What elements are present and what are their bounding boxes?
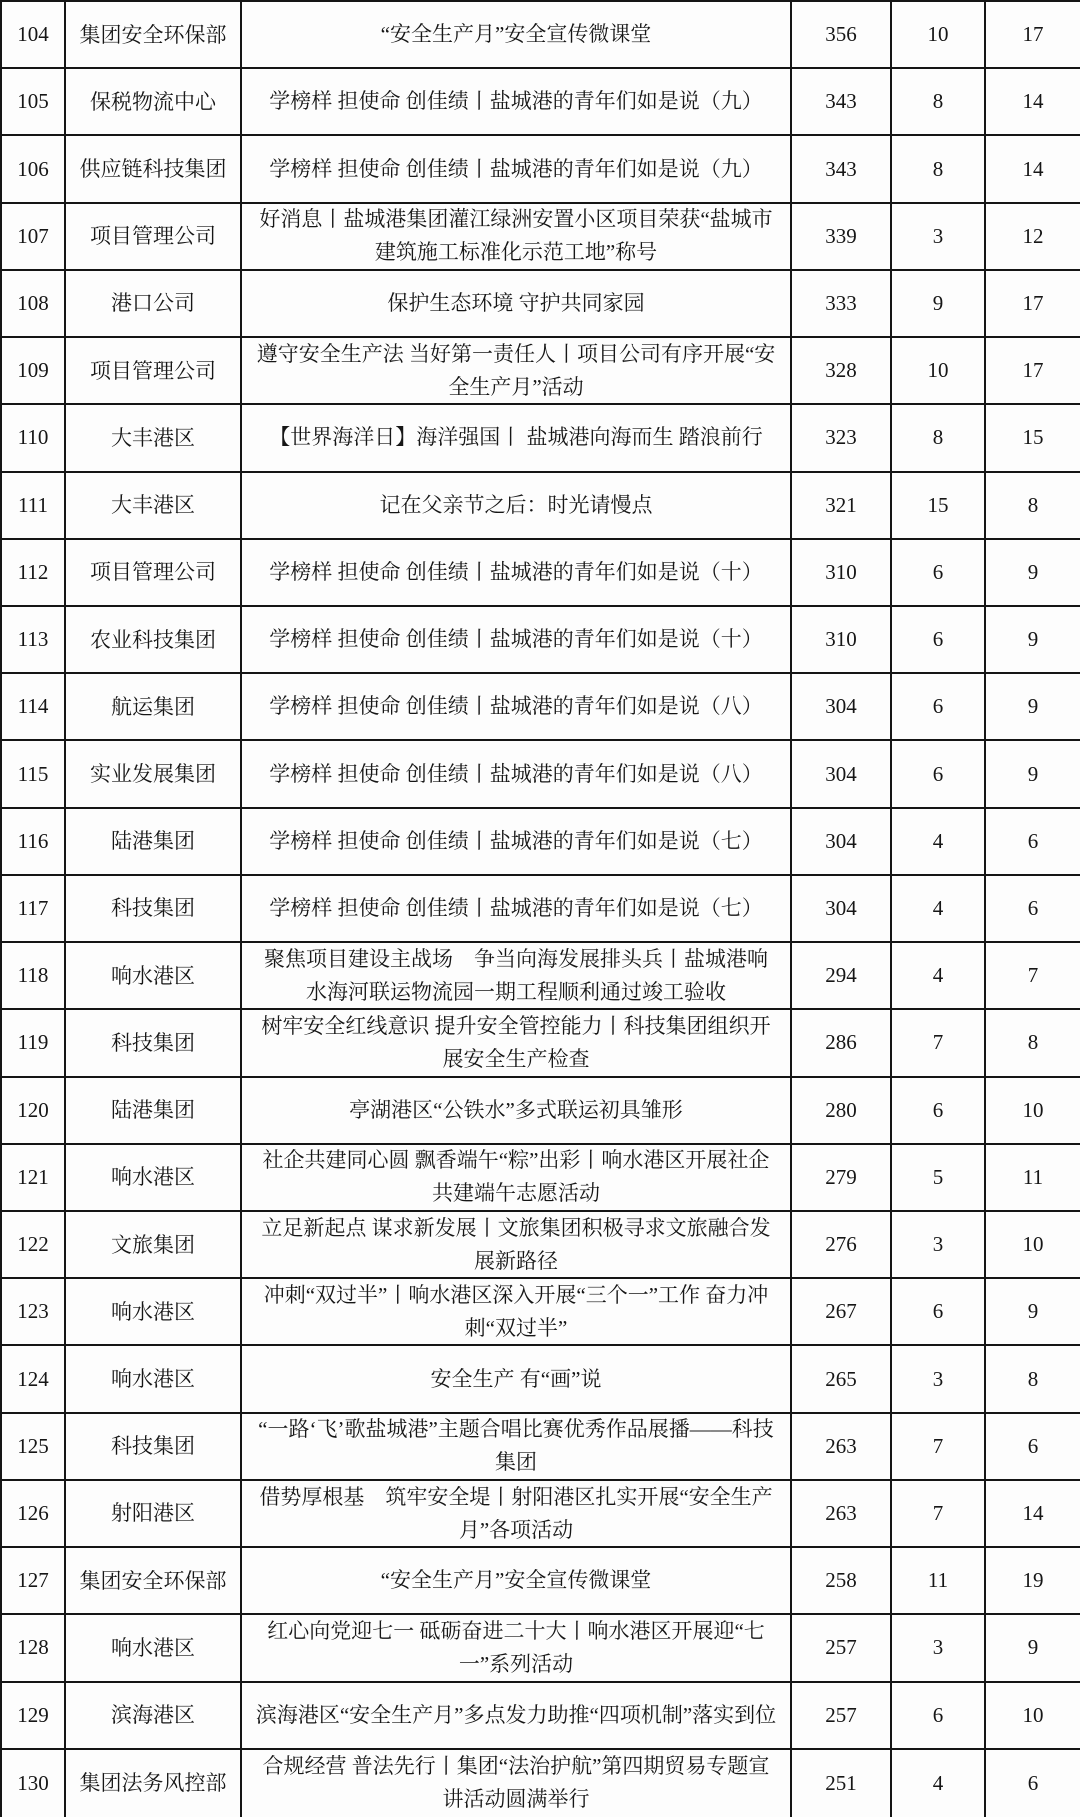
row-number-cell: 124	[2, 1346, 66, 1411]
row-number-cell: 104	[2, 2, 66, 67]
metric-3-cell: 14	[1022, 89, 1044, 114]
row-number-cell: 122	[2, 1212, 66, 1277]
article-title-cell: 立足新起点 谋求新发展丨文旅集团积极寻求文旅融合发展新路径	[242, 1212, 792, 1277]
metric-1-cell: 333	[792, 271, 892, 336]
row-number-cell: 105	[2, 69, 66, 134]
metric-2-cell: 6	[892, 540, 986, 605]
article-title-cell: 聚焦项目建设主战场 争当向海发展排头兵丨盐城港响水海河联运物流园一期工程顺利通过竣工验收	[242, 943, 792, 1008]
metric-1-cell: 257	[792, 1615, 892, 1680]
table-row	[2, 674, 1080, 741]
row-number-cell: 130	[2, 1750, 66, 1817]
metric-1-cell: 343	[792, 69, 892, 134]
table-row	[2, 1481, 1080, 1548]
metric-2-cell: 10	[892, 338, 986, 403]
metric-2-cell: 3	[892, 1346, 986, 1411]
metric-2-cell: 4	[892, 1750, 986, 1817]
article-title-cell: 合规经营 普法先行丨集团“法治护航”第四期贸易专题宣讲活动圆满举行	[242, 1750, 792, 1817]
metric-2-cell: 9	[892, 271, 986, 336]
metric-2-cell: 11	[892, 1548, 986, 1613]
department-cell: 港口公司	[66, 271, 242, 336]
row-number-cell: 108	[2, 271, 66, 336]
metric-3-cell: 9	[1027, 761, 1039, 786]
row-number-cell: 119	[2, 1010, 66, 1075]
metric-3-cell: 9	[1027, 1299, 1039, 1324]
table-row	[2, 1414, 1080, 1481]
table-row	[2, 1010, 1080, 1077]
metric-1-cell: 258	[792, 1548, 892, 1613]
article-title-cell: 好消息丨盐城港集团灌江绿洲安置小区项目荣获“盐城市建筑施工标准化示范工地”称号	[242, 204, 792, 269]
metric-2-cell: 4	[892, 876, 986, 941]
metric-1-cell: 343	[792, 136, 892, 201]
article-title-cell: 学榜样 担使命 创佳绩丨盐城港的青年们如是说（九）	[242, 69, 792, 134]
metric-1-cell: 276	[792, 1212, 892, 1277]
metric-1-cell: 310	[792, 607, 892, 672]
metric-3-cell: 6	[1027, 1433, 1039, 1458]
article-title-cell: 学榜样 担使命 创佳绩丨盐城港的青年们如是说（十）	[242, 607, 792, 672]
metric-2-cell: 3	[892, 204, 986, 269]
metric-3-cell: 8	[1027, 1030, 1039, 1055]
article-title-cell: 【世界海洋日】海洋强国丨 盐城港向海而生 踏浪前行	[242, 405, 792, 470]
department-cell: 射阳港区	[66, 1481, 242, 1546]
row-number-cell: 106	[2, 136, 66, 201]
metric-1-cell: 280	[792, 1078, 892, 1143]
row-number-cell: 128	[2, 1615, 66, 1680]
row-number-cell: 126	[2, 1481, 66, 1546]
department-cell: 项目管理公司	[66, 540, 242, 605]
table-row	[2, 338, 1080, 405]
metric-1-cell: 286	[792, 1010, 892, 1075]
metric-2-cell: 6	[892, 674, 986, 739]
metric-1-cell: 267	[792, 1279, 892, 1344]
table-row	[2, 204, 1080, 271]
table-row	[2, 540, 1080, 607]
table-row	[2, 607, 1080, 674]
metric-2-cell: 5	[892, 1145, 986, 1210]
metric-3-cell: 17	[1022, 22, 1044, 47]
metric-1-cell: 304	[792, 674, 892, 739]
article-title-cell: 学榜样 担使命 创佳绩丨盐城港的青年们如是说（九）	[242, 136, 792, 201]
table-row	[2, 1346, 1080, 1413]
department-cell: 响水港区	[66, 943, 242, 1008]
article-title-cell: 树牢安全红线意识 提升安全管控能力丨科技集团组织开展安全生产检查	[242, 1010, 792, 1075]
metric-3-cell: 14	[1022, 1500, 1044, 1525]
metric-1-cell: 328	[792, 338, 892, 403]
metric-2-cell: 6	[892, 1078, 986, 1143]
department-cell: 项目管理公司	[66, 204, 242, 269]
metric-1-cell: 263	[792, 1414, 892, 1479]
metric-3-cell: 8	[1027, 492, 1039, 517]
row-number-cell: 114	[2, 674, 66, 739]
row-number-cell: 117	[2, 876, 66, 941]
department-cell: 航运集团	[66, 674, 242, 739]
department-cell: 科技集团	[66, 1010, 242, 1075]
row-number-cell: 115	[2, 741, 66, 806]
metric-3-cell: 17	[1022, 290, 1044, 315]
table-row	[2, 1548, 1080, 1615]
department-cell: 农业科技集团	[66, 607, 242, 672]
article-title-cell: 亭湖港区“公铁水”多式联运初具雏形	[242, 1078, 792, 1143]
article-title-cell: “安全生产月”安全宣传微课堂	[242, 1548, 792, 1613]
metric-1-cell: 310	[792, 540, 892, 605]
metric-2-cell: 7	[892, 1414, 986, 1479]
table-row	[2, 1615, 1080, 1682]
metric-2-cell: 8	[892, 405, 986, 470]
metric-3-cell: 10	[1022, 1097, 1044, 1122]
metric-2-cell: 6	[892, 1279, 986, 1344]
metric-3-cell: 6	[1027, 1770, 1039, 1795]
article-title-cell: 学榜样 担使命 创佳绩丨盐城港的青年们如是说（七）	[242, 809, 792, 874]
table-row	[2, 1750, 1080, 1817]
metric-2-cell: 8	[892, 136, 986, 201]
table-row	[2, 1683, 1080, 1750]
row-number-cell: 116	[2, 809, 66, 874]
department-cell: 大丰港区	[66, 405, 242, 470]
department-cell: 科技集团	[66, 876, 242, 941]
table-row	[2, 1212, 1080, 1279]
metric-3-cell: 6	[1027, 828, 1039, 853]
article-title-cell: 红心向党迎七一 砥砺奋进二十大丨响水港区开展迎“七一”系列活动	[242, 1615, 792, 1680]
metric-2-cell: 7	[892, 1010, 986, 1075]
metric-1-cell: 251	[792, 1750, 892, 1817]
row-number-cell: 121	[2, 1145, 66, 1210]
metric-3-cell: 8	[1027, 1366, 1039, 1391]
department-cell: 项目管理公司	[66, 338, 242, 403]
article-title-cell: 学榜样 担使命 创佳绩丨盐城港的青年们如是说（八）	[242, 741, 792, 806]
metric-3-cell: 10	[1022, 1702, 1044, 1727]
row-number-cell: 111	[2, 473, 66, 538]
article-title-cell: 学榜样 担使命 创佳绩丨盐城港的青年们如是说（十）	[242, 540, 792, 605]
department-cell: 文旅集团	[66, 1212, 242, 1277]
department-cell: 科技集团	[66, 1414, 242, 1479]
article-title-cell: 社企共建同心圆 飘香端午“粽”出彩丨响水港区开展社企共建端午志愿活动	[242, 1145, 792, 1210]
metric-3-cell: 15	[1022, 425, 1044, 450]
article-title-cell: “一路‘飞’歌盐城港”主题合唱比赛优秀作品展播——科技集团	[242, 1414, 792, 1479]
metric-2-cell: 6	[892, 607, 986, 672]
article-title-cell: 安全生产 有“画”说	[242, 1346, 792, 1411]
metric-3-cell: 11	[1022, 1164, 1044, 1189]
table-row	[2, 1279, 1080, 1346]
metric-2-cell: 6	[892, 1683, 986, 1748]
table-row	[2, 1145, 1080, 1212]
table-row	[2, 1078, 1080, 1145]
article-title-cell: 学榜样 担使命 创佳绩丨盐城港的青年们如是说（七）	[242, 876, 792, 941]
article-title-cell: 借势厚根基 筑牢安全堤丨射阳港区扎实开展“安全生产月”各项活动	[242, 1481, 792, 1546]
metric-2-cell: 8	[892, 69, 986, 134]
department-cell: 响水港区	[66, 1279, 242, 1344]
metric-3-cell: 14	[1022, 156, 1044, 181]
row-number-cell: 113	[2, 607, 66, 672]
department-cell: 供应链科技集团	[66, 136, 242, 201]
row-number-cell: 123	[2, 1279, 66, 1344]
article-title-cell: 记在父亲节之后：时光请慢点	[242, 473, 792, 538]
metric-2-cell: 4	[892, 809, 986, 874]
department-cell: 响水港区	[66, 1346, 242, 1411]
metric-2-cell: 6	[892, 741, 986, 806]
row-number-cell: 129	[2, 1683, 66, 1748]
table-row	[2, 2, 1080, 69]
article-title-cell: 保护生态环境 守护共同家园	[242, 271, 792, 336]
table-row	[2, 943, 1080, 1010]
table-row	[2, 473, 1080, 540]
table-row	[2, 405, 1080, 472]
metric-2-cell: 15	[892, 473, 986, 538]
department-cell: 集团法务风控部	[66, 1750, 242, 1817]
metric-1-cell: 294	[792, 943, 892, 1008]
row-number-cell: 110	[2, 405, 66, 470]
metric-2-cell: 7	[892, 1481, 986, 1546]
table-row	[2, 876, 1080, 943]
metric-2-cell: 4	[892, 943, 986, 1008]
metric-1-cell: 263	[792, 1481, 892, 1546]
metric-2-cell: 3	[892, 1212, 986, 1277]
metric-1-cell: 339	[792, 204, 892, 269]
article-title-cell: “安全生产月”安全宣传微课堂	[242, 2, 792, 67]
row-number-cell: 127	[2, 1548, 66, 1613]
metric-1-cell: 356	[792, 2, 892, 67]
metric-1-cell: 321	[792, 473, 892, 538]
department-cell: 集团安全环保部	[66, 1548, 242, 1613]
metric-3-cell: 9	[1027, 559, 1039, 584]
table-row	[2, 136, 1080, 203]
department-cell: 保税物流中心	[66, 69, 242, 134]
metric-3-cell: 6	[1027, 895, 1039, 920]
department-cell: 实业发展集团	[66, 741, 242, 806]
metric-3-cell: 19	[1022, 1568, 1044, 1593]
department-cell: 滨海港区	[66, 1683, 242, 1748]
row-number-cell: 125	[2, 1414, 66, 1479]
department-cell: 大丰港区	[66, 473, 242, 538]
department-cell: 响水港区	[66, 1145, 242, 1210]
article-title-cell: 冲刺“双过半”丨响水港区深入开展“三个一”工作 奋力冲刺“双过半”	[242, 1279, 792, 1344]
department-cell: 响水港区	[66, 1615, 242, 1680]
row-number-cell: 118	[2, 943, 66, 1008]
metric-1-cell: 323	[792, 405, 892, 470]
metric-3-cell: 17	[1022, 358, 1044, 383]
row-number-cell: 109	[2, 338, 66, 403]
table-row	[2, 271, 1080, 338]
metric-3-cell: 9	[1027, 627, 1039, 652]
metric-3-cell: 10	[1022, 1232, 1044, 1257]
department-cell: 陆港集团	[66, 809, 242, 874]
metric-1-cell: 304	[792, 876, 892, 941]
metric-1-cell: 304	[792, 741, 892, 806]
department-cell: 集团安全环保部	[66, 2, 242, 67]
row-number-cell: 112	[2, 540, 66, 605]
row-number-cell: 107	[2, 204, 66, 269]
row-number-cell: 120	[2, 1078, 66, 1143]
table-row	[2, 809, 1080, 876]
article-title-cell: 滨海港区“安全生产月”多点发力助推“四项机制”落实到位	[242, 1683, 792, 1748]
article-title-cell: 学榜样 担使命 创佳绩丨盐城港的青年们如是说（八）	[242, 674, 792, 739]
department-cell: 陆港集团	[66, 1078, 242, 1143]
metric-1-cell: 265	[792, 1346, 892, 1411]
table-row	[2, 741, 1080, 808]
metric-1-cell: 279	[792, 1145, 892, 1210]
metric-2-cell: 3	[892, 1615, 986, 1680]
metric-1-cell: 304	[792, 809, 892, 874]
metric-3-cell: 7	[1027, 963, 1039, 988]
metric-1-cell: 257	[792, 1683, 892, 1748]
article-title-cell: 遵守安全生产法 当好第一责任人丨项目公司有序开展“安全生产月”活动	[242, 338, 792, 403]
table-row	[2, 69, 1080, 136]
metric-3-cell: 9	[1027, 694, 1039, 719]
metric-2-cell: 10	[892, 2, 986, 67]
metric-3-cell: 12	[1022, 223, 1044, 248]
metric-3-cell: 9	[1027, 1635, 1039, 1660]
